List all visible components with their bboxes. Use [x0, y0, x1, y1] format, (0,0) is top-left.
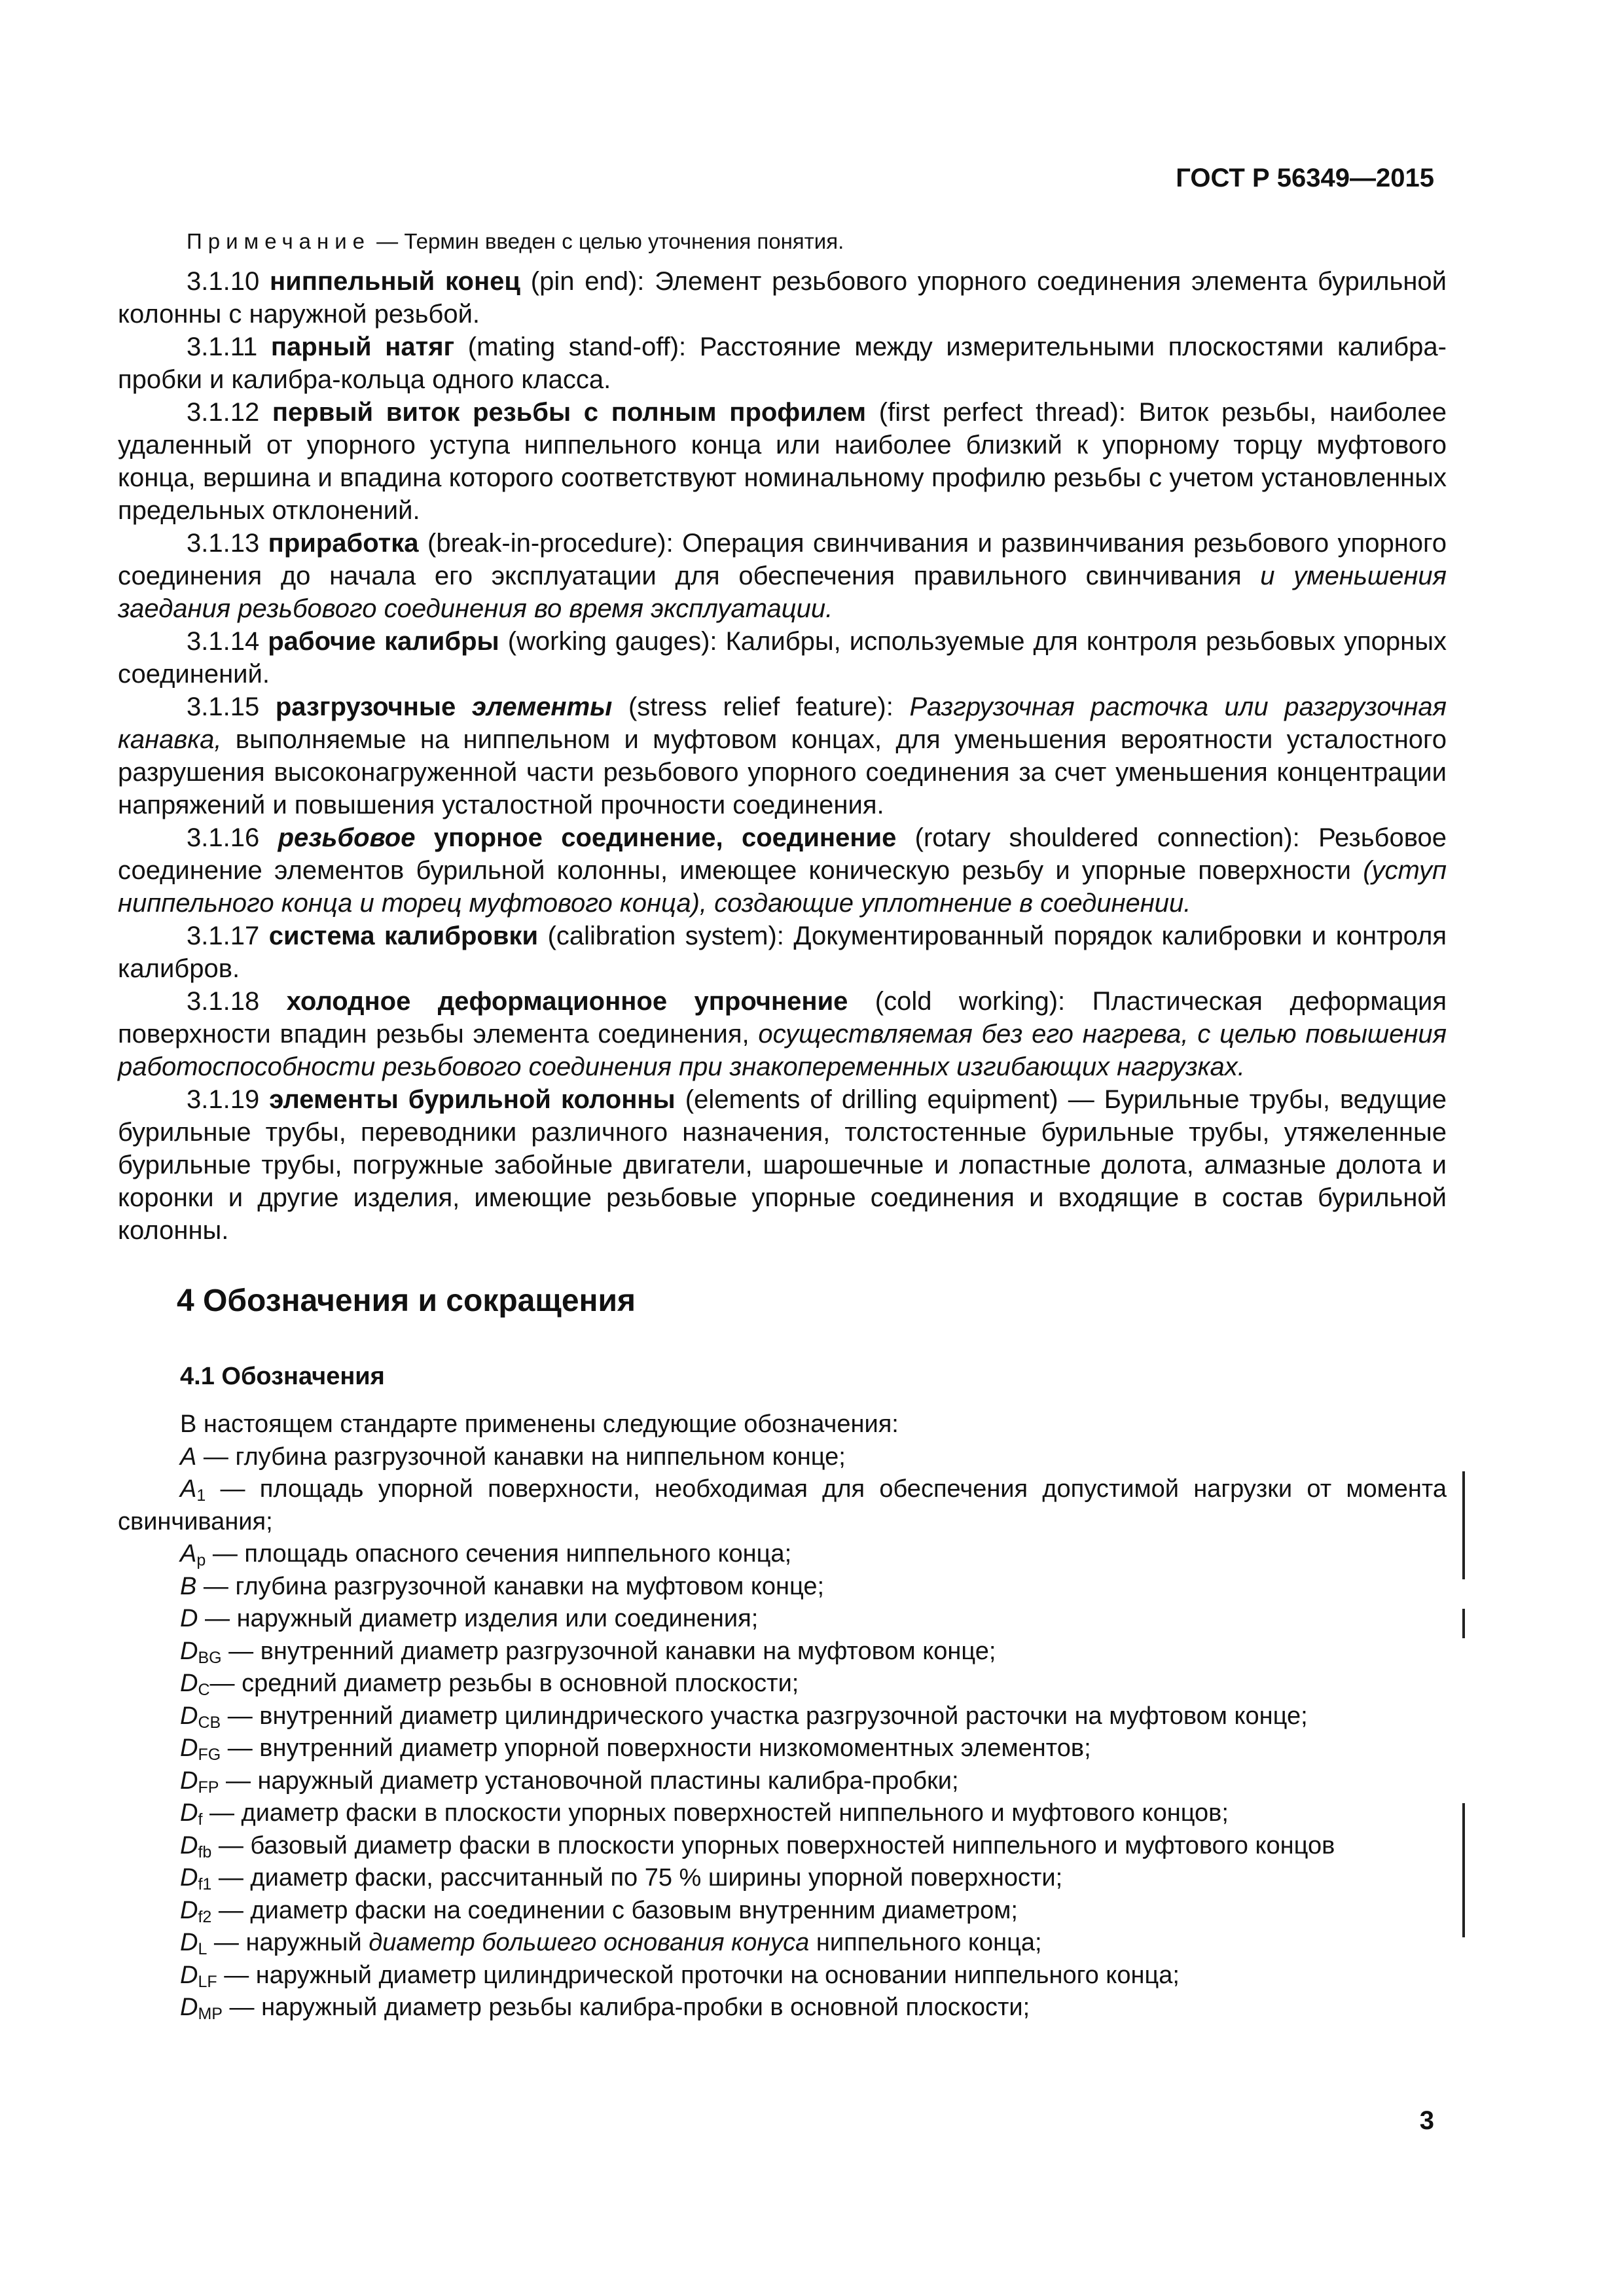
symbol-item: A — глубина разгрузочной канавки на ниппельном конце;	[180, 1443, 846, 1471]
term-3-1-14: 3.1.14 рабочие калибры (working gauges): Калибры, используемые для контроля резьбовых упорных соединений.	[118, 627, 1447, 689]
symbol-item: $D_{FG}$ — внутренний диаметр упорной поверхности низкомоментных элементов;	[180, 1734, 1091, 1764]
symbol-item: $D_{CB}$ — внутренний диаметр цилиндрического участка разгрузочной расточки на муфтовом конце;	[180, 1702, 1308, 1732]
symbol-item: $D_{MP}$ — наружный диаметр резьбы калибра-пробки в основной плоскости;	[180, 1994, 1030, 2023]
change-bar	[1462, 1803, 1465, 1937]
term-3-1-16: 3.1.16 резьбовое упорное соединение, соединение (rotary shouldered connection): Резьбовое соединение элементов бурильной колонны, имеющее коническую резьбу и упорные поверхности (уступ ниппельного конца и торец муфтового конца), создающие уплотнение в соединении.	[118, 823, 1447, 918]
symbols-intro: В настоящем стандарте применены следующие обозначения:	[180, 1410, 899, 1438]
term-3-1-17: 3.1.17 система калибровки (calibration system): Документированный порядок калибровки и контроля калибров.	[118, 922, 1447, 983]
term-3-1-12: 3.1.12 первый виток резьбы с полным профилем (first perfect thread): Виток резьбы, наиболее удаленный от упорного уступа ниппельного конца или наиболее близкий к упорному торцу муфтового конца, вершина и впадина которого соответствуют номинальному профилю резьбы с учетом установленных предельных отклонений.	[118, 398, 1447, 525]
term-3-1-15: 3.1.15 разгрузочные элементы (stress relief feature): Разгрузочная расточка или разгрузочная канавка, выполняемые на ниппельном и муфтовом концах, для уменьшения вероятности усталостного разрушения высоконагруженной части резьбового упорного соединения за счет уменьшения концентрации напряжений и повышения усталостной прочности соединения.	[118, 692, 1447, 819]
symbol-item: B — глубина разгрузочной канавки на муфтовом конце;	[180, 1572, 825, 1600]
symbol-item: $D_{LF}$ — наружный диаметр цилиндрической проточки на основании ниппельного конца;	[180, 1961, 1180, 1991]
terms-list	[118, 265, 1447, 1247]
term-3-1-10: 3.1.10 ниппельный конец (pin end): Элемент резьбового упорного соединения элемента бурильной колонны с наружной резьбой.	[118, 267, 1447, 329]
symbol-item: $D_{f1}$ — диаметр фаски, рассчитанный по 75 % ширины упорной поверхности;	[180, 1864, 1063, 1893]
symbol-item: D — наружный диаметр изделия или соединения;	[180, 1605, 759, 1632]
change-bar	[1462, 1471, 1465, 1579]
note	[187, 229, 844, 254]
symbols-list	[118, 1408, 1447, 2024]
subsection-title: 4.1 Обозначения	[180, 1363, 385, 1390]
symbol-item: $D_L$ — наружный диаметр большего основания конуса ниппельного конца;	[180, 1929, 1042, 1958]
page-number: 3	[1419, 2106, 1434, 2135]
symbol-item: $D_{FP}$ — наружный диаметр установочной пластины калибра-пробки;	[180, 1767, 959, 1797]
term-3-1-19: 3.1.19 элементы бурильной колонны (elements of drilling equipment) — Бурильные трубы, ведущие бурильные трубы, переводники различного назначения, толстостенные бурильные трубы, утяжеленные бурильные трубы, погружные забойные двигатели, шарошечные и лопастные долота, алмазные долота и коронки и другие изделия, имеющие резьбовые упорные соединения и входящие в состав бурильной колонны.	[118, 1085, 1447, 1245]
symbol-item: $A_p$ — площадь опасного сечения ниппельного конца;	[180, 1540, 792, 1570]
term-3-1-11: 3.1.11 парный натяг (mating stand-off): Расстояние между измерительными плоскостями калибра-пробки и калибра-кольца одного класса.	[118, 332, 1447, 394]
document-header: ГОСТ Р 56349—2015	[1176, 164, 1434, 192]
term-3-1-18: 3.1.18 холодное деформационное упрочнение (cold working): Пластическая деформация поверхности впадин резьбы элемента соединения, осуществляемая без его нагрева, с целью повышения работоспособности резьбового соединения при знакопеременных изгибающих нагрузках.	[118, 987, 1447, 1081]
symbol-item: $D_f$ — диаметр фаски в плоскости упорных поверхностей ниппельного и муфтового концов;	[180, 1799, 1229, 1829]
symbol-item: $D_{fb}$ — базовый диаметр фаски в плоскости упорных поверхностей ниппельного и муфтового концов	[180, 1831, 1335, 1861]
symbol-item: $D_C—$ средний диаметр резьбы в основной плоскости;	[180, 1670, 799, 1699]
symbol-item: $D_{f2}$ — диаметр фаски на соединении с базовым внутренним диаметром;	[180, 1896, 1018, 1926]
symbol-item: $D_{BG}$ — внутренний диаметр разгрузочной канавки на муфтовом конце;	[180, 1637, 996, 1667]
note-text: — Термин введен с целью уточнения понятия.	[370, 229, 844, 253]
symbol-item: $A_1$ — площадь упорной поверхности, необходимая для обеспечения допустимой нагрузки от момента свинчивания;	[118, 1475, 1447, 1535]
note-label: Примечание	[187, 229, 371, 253]
change-bar	[1462, 1609, 1465, 1638]
term-3-1-13: 3.1.13 приработка (break-in-procedure): Операция свинчивания и развинчивания резьбового упорного соединения до начала его эксплуатации для обеспечения правильного свинчивания и уменьшения заедания резьбового соединения во время эксплуатации.	[118, 529, 1447, 623]
section-title: 4 Обозначения и сокращения	[177, 1283, 636, 1318]
